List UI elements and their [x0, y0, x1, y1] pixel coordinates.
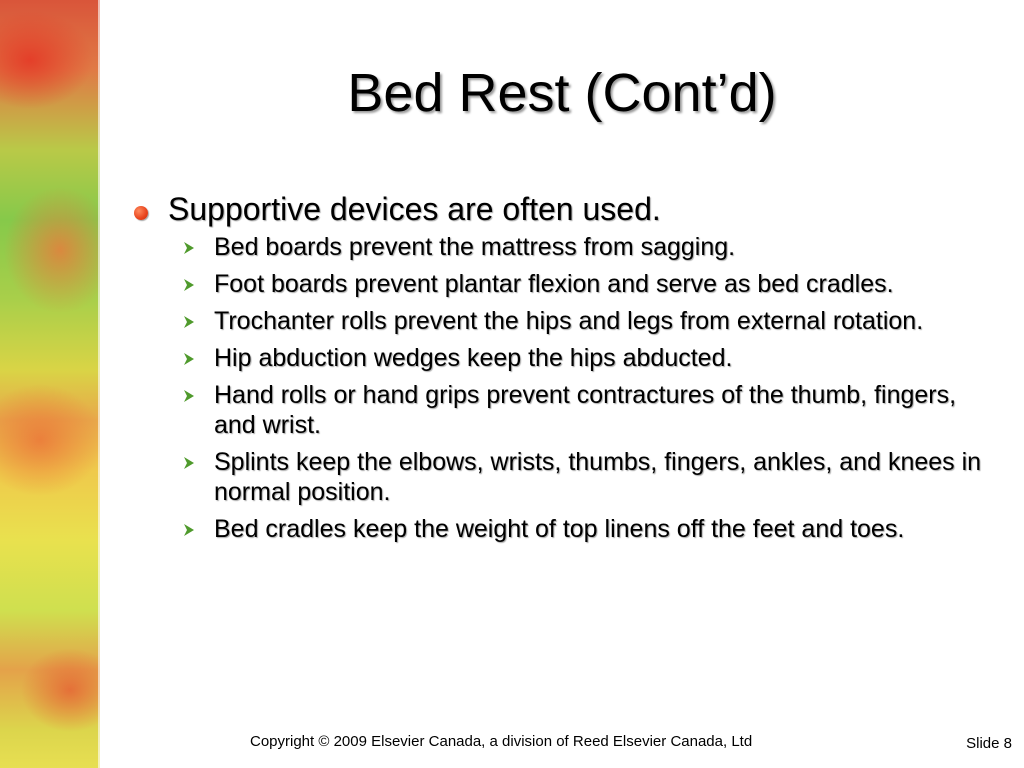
sub-bullet-item	[182, 380, 992, 440]
decorative-side-band	[0, 0, 100, 768]
sub-bullet-list	[132, 232, 992, 544]
sub-bullet-text: Bed boards prevent the mattress from sagging.	[214, 233, 736, 261]
slide-number: Slide 8	[966, 735, 1012, 752]
sub-bullet-text: Bed cradles keep the weight of top linens off the feet and toes.	[214, 515, 905, 543]
sub-bullet-text: Trochanter rolls prevent the hips and legs from external rotation.	[214, 307, 924, 335]
sub-bullet-text: Splints keep the elbows, wrists, thumbs, fingers, ankles, and knees in normal position.	[214, 448, 982, 506]
sub-bullet-item	[182, 514, 992, 544]
copyright-footer: Copyright © 2009 Elsevier Canada, a division of Reed Elsevier Canada, Ltd	[250, 733, 753, 750]
sub-bullet-text: Hip abduction wedges keep the hips abducted.	[214, 344, 733, 372]
chevron-right-icon	[182, 315, 196, 329]
sub-bullet-item	[182, 269, 992, 299]
chevron-right-icon	[182, 352, 196, 366]
sub-bullet-text: Hand rolls or hand grips prevent contractures of the thumb, fingers, and wrist.	[214, 381, 957, 439]
chevron-right-icon	[182, 456, 196, 470]
main-bullet-item	[132, 190, 992, 228]
sub-bullet-text: Foot boards prevent plantar flexion and serve as bed cradles.	[214, 270, 894, 298]
sub-bullet-item	[182, 343, 992, 373]
chevron-right-icon	[182, 523, 196, 537]
slide-title: Bed Rest (Cont’d)	[347, 63, 777, 123]
circle-bullet-icon	[134, 206, 148, 220]
sub-bullet-item	[182, 232, 992, 262]
main-bullet-text: Supportive devices are often used.	[168, 191, 661, 227]
sub-bullet-item	[182, 447, 992, 507]
chevron-right-icon	[182, 389, 196, 403]
chevron-right-icon	[182, 241, 196, 255]
slide-content	[132, 190, 992, 551]
chevron-right-icon	[182, 278, 196, 292]
sub-bullet-item	[182, 306, 992, 336]
